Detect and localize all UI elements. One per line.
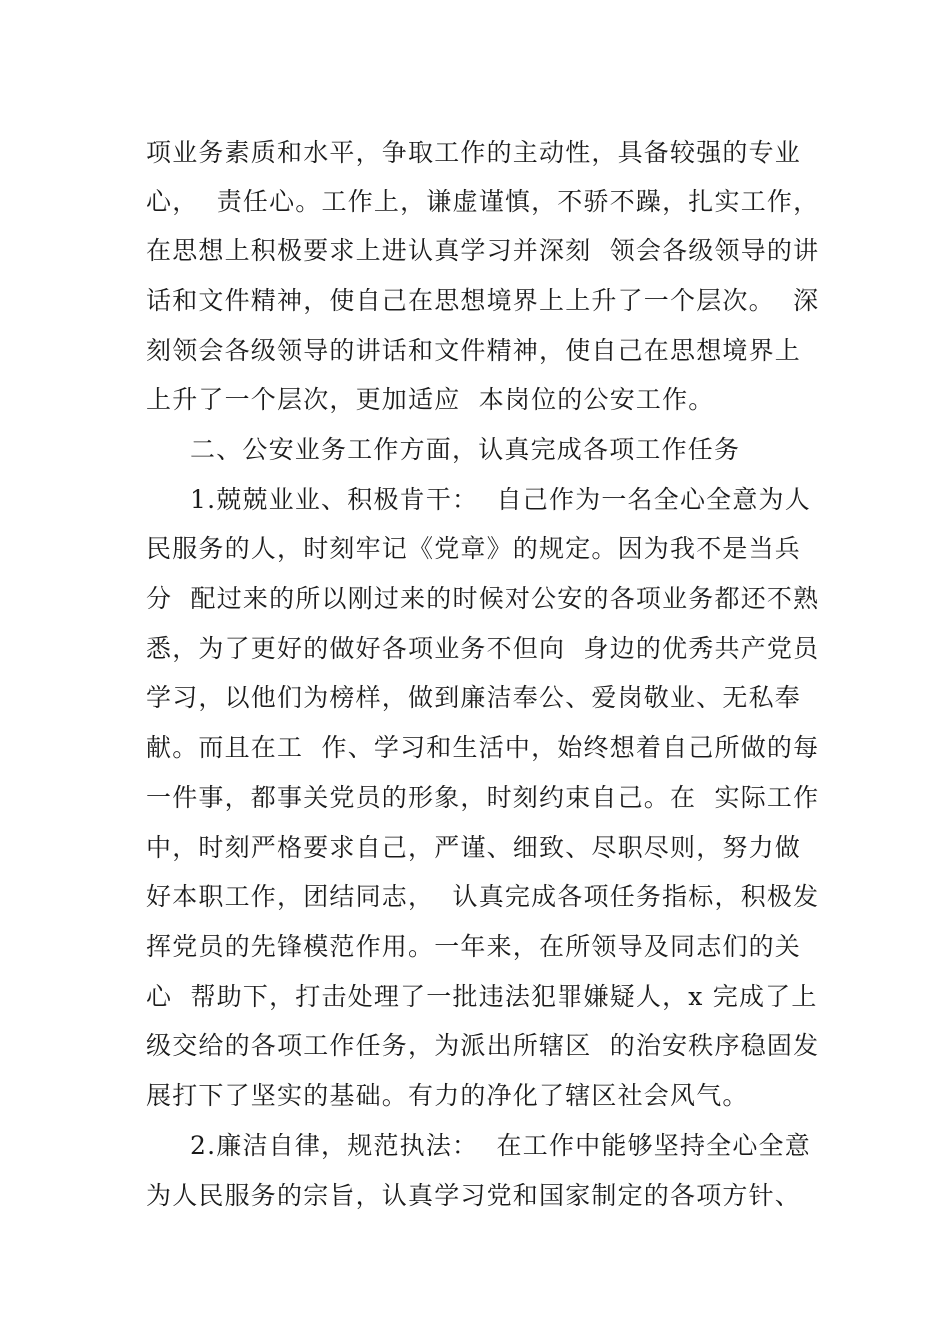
- paragraph-heading: 1.兢兢业业、积极肯干： 自己作为一名全心全意为人: [190, 485, 811, 514]
- text-line: 上升了一个层次，更加适应 本岗位的公安工作。: [146, 385, 715, 414]
- text-line: 话和文件精神，使自己在思想境界上上升了一个层次。 深: [146, 286, 820, 315]
- text-line: 好本职工作，团结同志， 认真完成各项任务指标，积极发: [146, 882, 820, 911]
- text-line: 一件事，都事关党员的形象，时刻约束自己。在 实际工作: [146, 783, 820, 812]
- text-line: 民服务的人，时刻牢记《党章》的规定。因为我不是当兵: [146, 534, 802, 563]
- text-line: 刻领会各级领导的讲话和文件精神，使自己在思想境界上: [146, 336, 802, 365]
- text-line: 学习，以他们为榜样，做到廉洁奉公、爱岗敬业、无私奉: [146, 683, 802, 712]
- text-line: 分 配过来的所以刚过来的时候对公安的各项业务都还不熟: [146, 584, 820, 613]
- text-line: 在思想上积极要求上进认真学习并深刻 领会各级领导的讲: [146, 236, 820, 265]
- text-line: 展打下了坚实的基础。有力的净化了辖区社会风气。: [146, 1081, 749, 1110]
- text-line: 为人民服务的宗旨，认真学习党和国家制定的各项方针、: [146, 1181, 802, 1210]
- text-line: 中，时刻严格要求自己，严谨、细致、尽职尽则，努力做: [146, 833, 802, 862]
- text-line: 悉，为了更好的做好各项业务不但向 身边的优秀共产党员: [146, 634, 820, 663]
- text-line: 心， 责任心。工作上，谦虚谨慎，不骄不躁，扎实工作，: [146, 187, 820, 216]
- text-line: 献。而且在工 作、学习和生活中，始终想着自己所做的每: [146, 733, 820, 762]
- section-heading: 二、公安业务工作方面，认真完成各项工作任务: [190, 435, 741, 464]
- text-line: 挥党员的先锋模范作用。一年来，在所领导及同志们的关: [146, 932, 802, 961]
- text-line: 级交给的各项工作任务，为派出所辖区 的治安秩序稳固发: [146, 1031, 820, 1060]
- text-line: 心 帮助下，打击处理了一批违法犯罪嫌疑人，x 完成了上: [146, 982, 818, 1011]
- paragraph-heading: 2.廉洁自律，规范执法： 在工作中能够坚持全心全意: [190, 1131, 811, 1160]
- text-line: 项业务素质和水平，争取工作的主动性，具备较强的专业: [146, 138, 802, 167]
